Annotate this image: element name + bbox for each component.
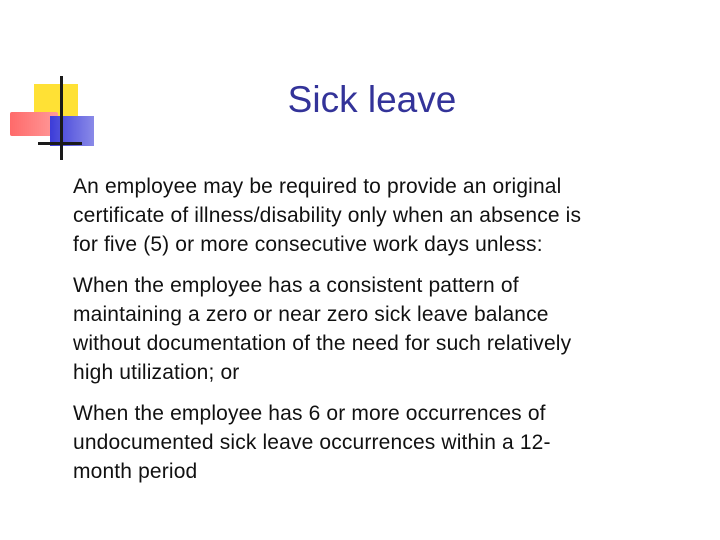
paragraph-line: month period <box>73 460 198 483</box>
decorative-logo-icon <box>0 0 110 170</box>
paragraph-2 <box>73 271 673 387</box>
paragraph-line: high utilization; or <box>73 361 240 384</box>
paragraph-line: certificate of illness/disability only when an absence is <box>73 204 582 227</box>
logo-horizontal-line <box>38 142 82 145</box>
paragraph-line: undocumented sick leave occurrences within a 12- <box>73 431 551 454</box>
paragraph-1 <box>73 172 673 259</box>
paragraph-line: When the employee has a consistent pattern of <box>73 274 519 297</box>
slide-body <box>73 172 673 498</box>
paragraph-line: maintaining a zero or near zero sick leave balance <box>73 303 549 326</box>
paragraph-line: without documentation of the need for such relatively <box>73 332 572 355</box>
logo-vertical-line <box>60 76 63 160</box>
slide-title: Sick leave <box>287 79 457 120</box>
paragraph-3 <box>73 399 673 486</box>
paragraph-line: When the employee has 6 or more occurrences of <box>73 402 546 425</box>
paragraph-line: for five (5) or more consecutive work days unless: <box>73 233 543 256</box>
paragraph-line: An employee may be required to provide an original <box>73 175 562 198</box>
